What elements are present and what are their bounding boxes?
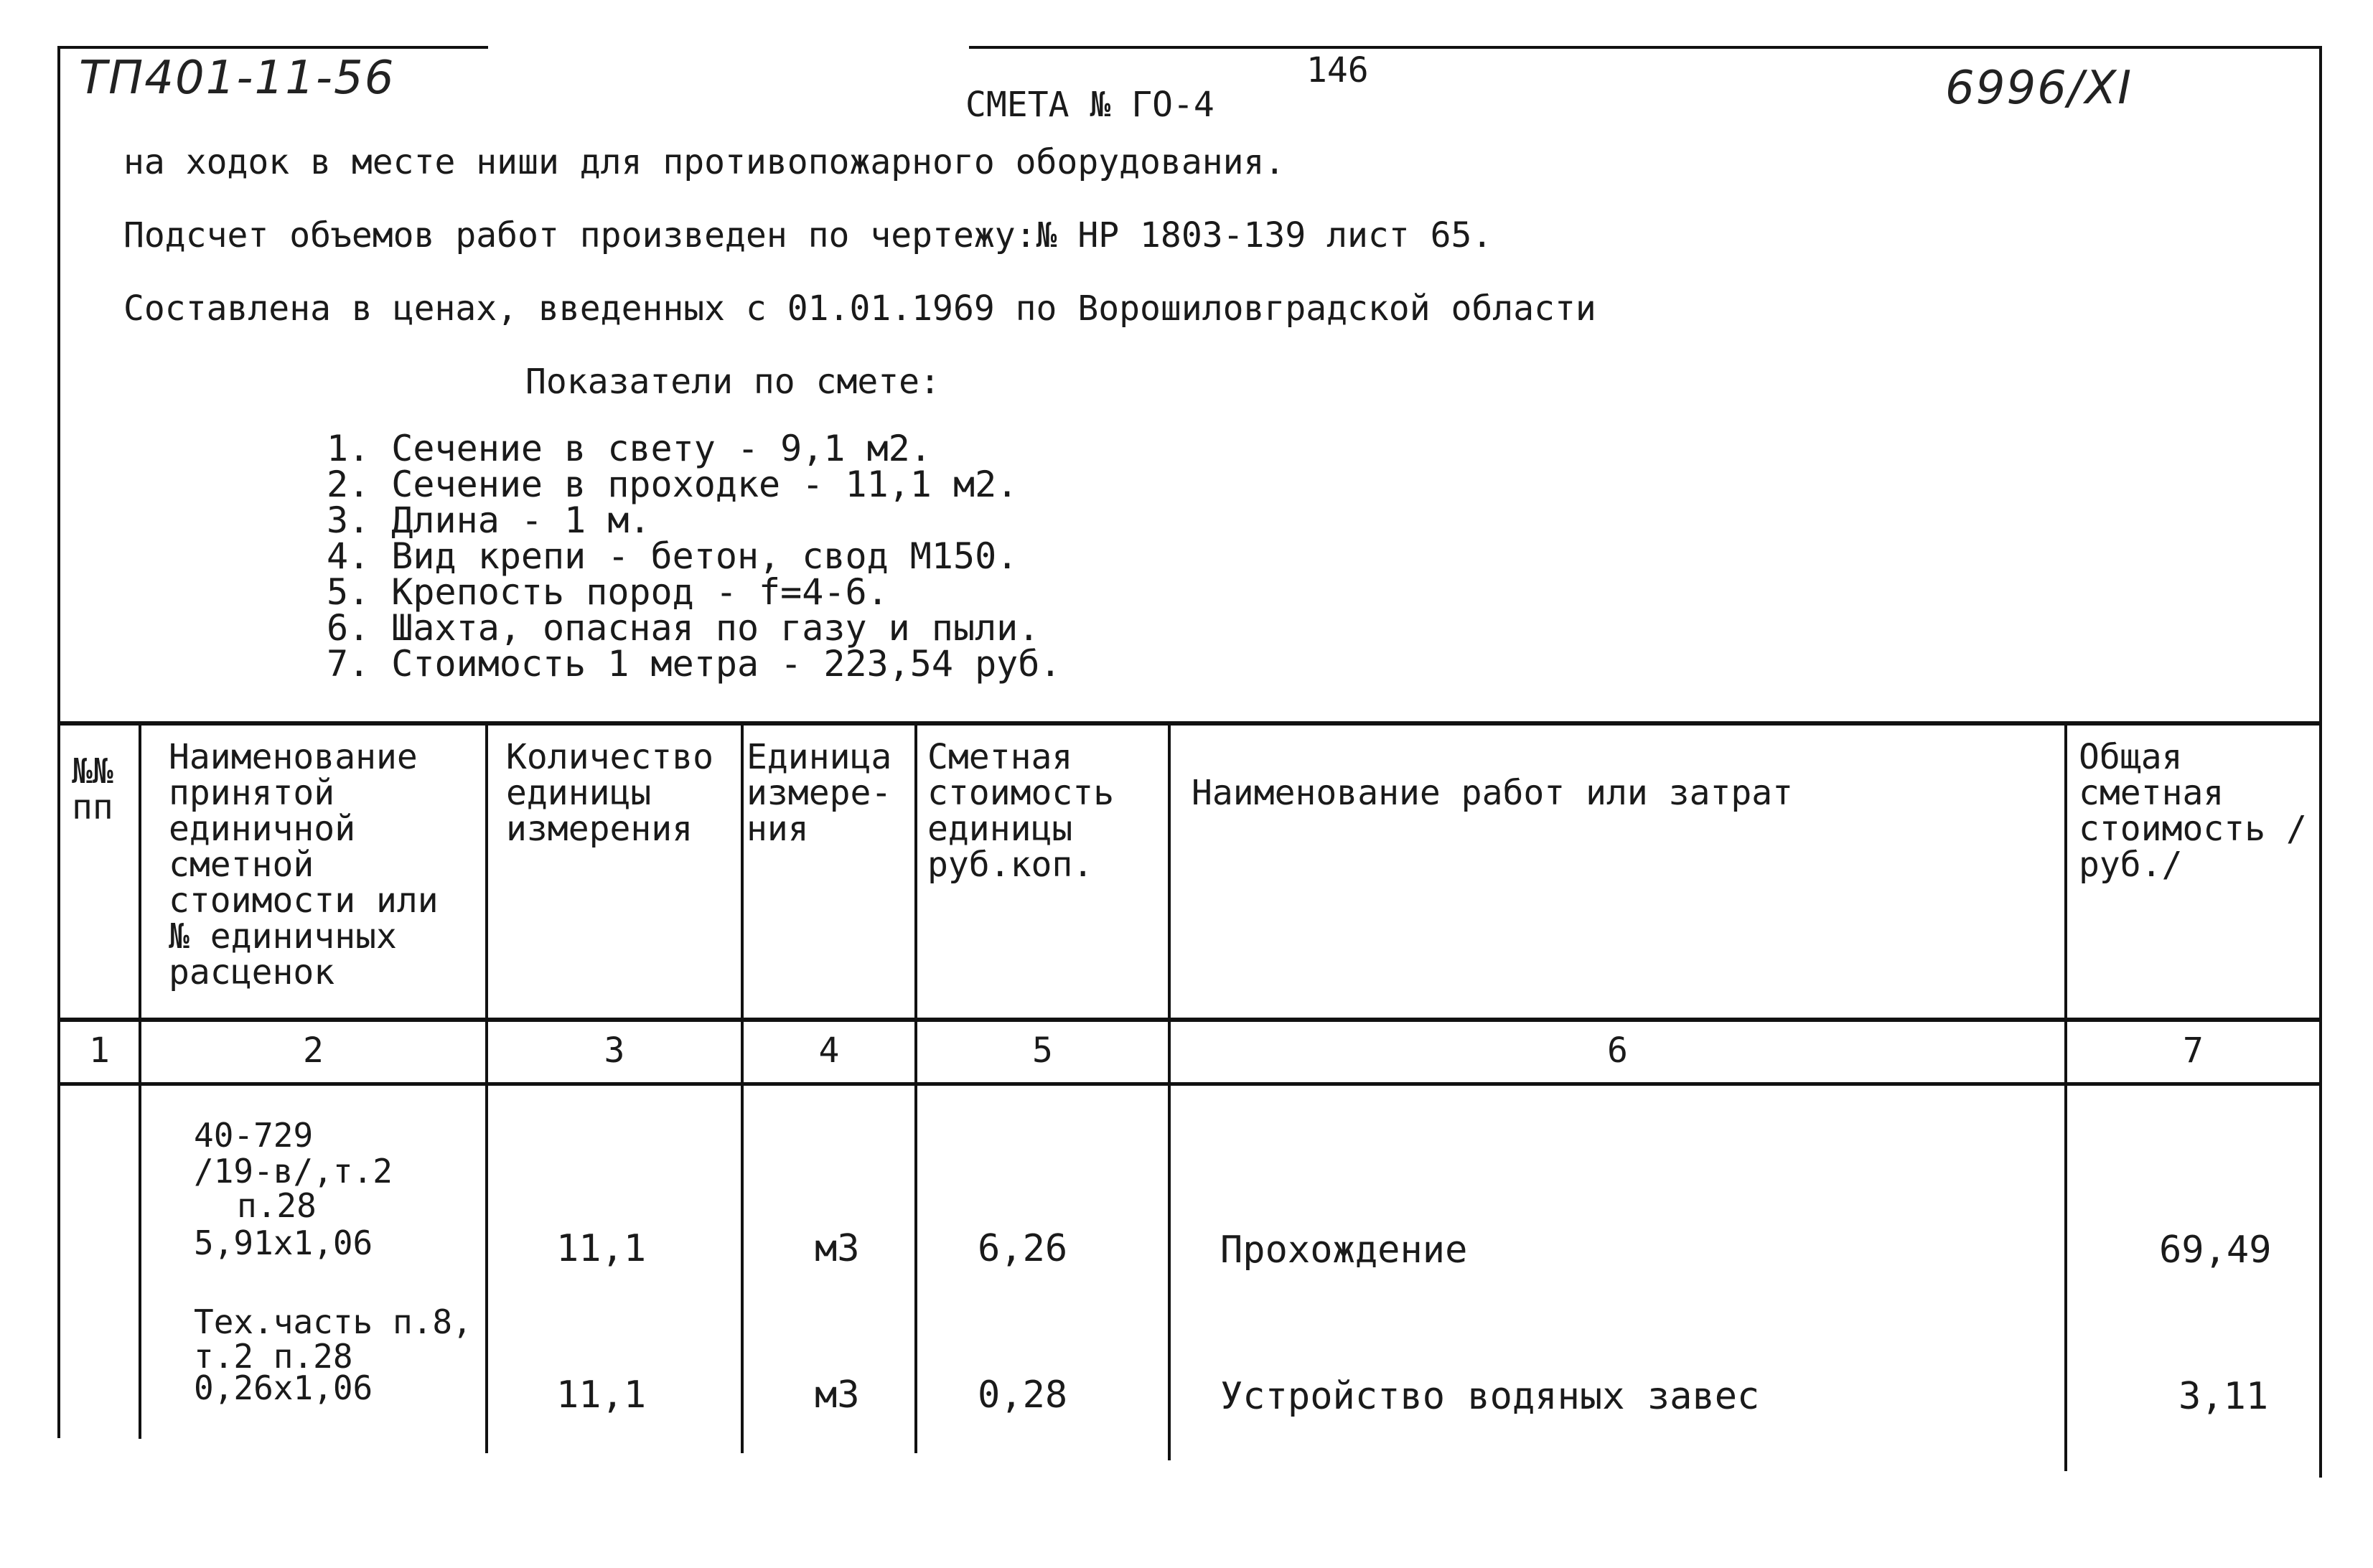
row2-quantity: 11,1 <box>556 1374 647 1417</box>
col-divider-2 <box>485 721 488 1453</box>
col-divider-6 <box>2064 721 2067 1471</box>
column-number: 2 <box>303 1031 324 1071</box>
header-num: №№ пп <box>72 751 113 827</box>
frame-right <box>2319 46 2322 1478</box>
row2-work: Устройство водяных завес <box>1220 1375 1760 1418</box>
header-ref: Наименование принятой единичной сметной стоимости или № единичных расценок <box>169 737 439 992</box>
row2-unit-cost: 0,28 <box>978 1374 1068 1417</box>
indicator-item: 2. Сечение в проходке - 11,1 м2. <box>327 464 1019 505</box>
header-work: Наименование работ или затрат <box>1192 773 1794 813</box>
row1-unit: м3 <box>815 1227 860 1270</box>
intro-line-1: на ходок в месте ниши для противопожарного оборудования. <box>123 142 1286 182</box>
column-number: 1 <box>89 1031 110 1071</box>
row1-ref-line: /19-в/,т.2 <box>194 1152 393 1191</box>
document-title: СМЕТА № ГО-4 <box>965 85 1214 125</box>
col-divider-5 <box>1168 721 1171 1460</box>
row1-quantity: 11,1 <box>556 1227 647 1270</box>
indicator-item: 4. Вид крепи - бетон, свод М150. <box>327 535 1019 577</box>
page-number: 146 <box>1306 50 1369 90</box>
intro-line-2: Подсчет объемов работ произведен по чертежу:№ НР 1803-139 лист 65. <box>123 215 1493 255</box>
column-number: 5 <box>1032 1031 1053 1071</box>
intro-line-3: Составлена в ценах, введенных с 01.01.1969 по Ворошиловградской области <box>123 288 1596 329</box>
indicators-heading: Показатели по смете: <box>525 362 940 402</box>
row1-total: 69,49 <box>2159 1229 2272 1272</box>
row1-unit-cost: 6,26 <box>978 1227 1068 1270</box>
row2-ref-line: 0,26х1,06 <box>194 1369 373 1407</box>
column-number: 6 <box>1607 1031 1628 1071</box>
table-header-bottom-border <box>57 1018 2322 1022</box>
handwritten-code-left: ТП401-11-56 <box>79 52 396 105</box>
row2-ref-line: т.2 п.28 <box>194 1337 353 1376</box>
row1-work: Прохождение <box>1220 1229 1468 1272</box>
header-total: Общая сметная стоимость /руб./ <box>2079 737 2307 885</box>
header-unit: Единица измере-ния <box>746 737 892 849</box>
indicator-item: 3. Длина - 1 м. <box>327 499 651 541</box>
header-quantity: Количество единицы измерения <box>506 737 713 849</box>
row1-ref-line: 40-729 <box>194 1116 314 1155</box>
frame-top-right <box>969 46 2322 49</box>
indicator-item: 6. Шахта, опасная по газу и пыли. <box>327 607 1040 649</box>
table-top-border <box>57 721 2322 726</box>
column-number: 4 <box>818 1031 840 1071</box>
indicator-item: 7. Стоимость 1 метра - 223,54 руб. <box>327 643 1062 685</box>
col-divider-1 <box>139 721 141 1439</box>
row2-unit: м3 <box>815 1374 860 1417</box>
column-number: 7 <box>2183 1031 2204 1071</box>
row1-ref-line: 5,91х1,06 <box>194 1224 373 1262</box>
header-unit-cost: Сметная стоимость единицы руб.коп. <box>927 737 1115 885</box>
row2-ref-line: Тех.часть п.8, <box>194 1302 472 1341</box>
table-colnum-bottom-border <box>57 1082 2322 1086</box>
row2-total: 3,11 <box>2178 1375 2269 1418</box>
indicators-list <box>327 428 1062 685</box>
indicator-item: 1. Сечение в свету - 9,1 м2. <box>327 428 932 469</box>
indicator-item: 5. Крепость пород - f=4-6. <box>327 571 889 613</box>
row1-ref-line: п.28 <box>237 1186 317 1225</box>
column-number: 3 <box>604 1031 625 1071</box>
frame-top-left <box>57 46 488 49</box>
handwritten-code-right: 6996/XI <box>1945 62 2133 115</box>
frame-left <box>57 46 60 1438</box>
col-divider-4 <box>914 721 917 1453</box>
